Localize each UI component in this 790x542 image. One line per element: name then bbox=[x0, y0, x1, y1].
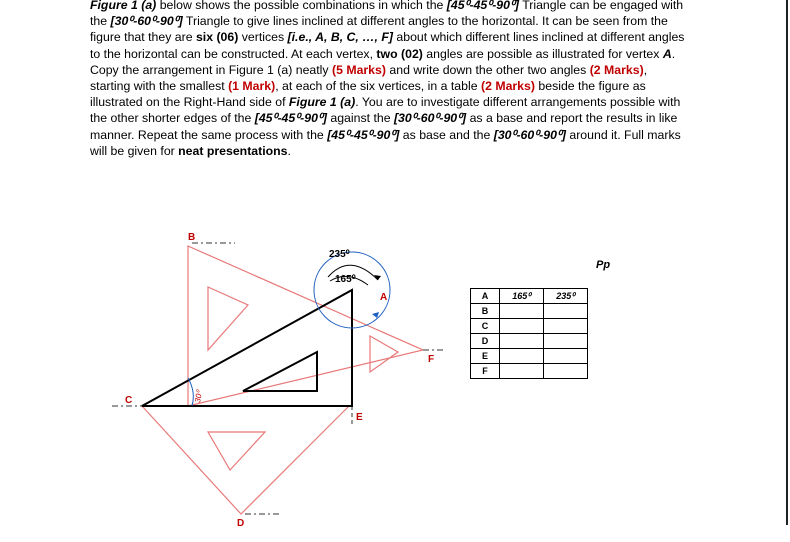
table-row bbox=[471, 319, 588, 334]
angle-label-165: 165⁰ bbox=[335, 274, 356, 285]
table-title: Pp bbox=[596, 259, 611, 271]
angle-label-30: 30⁰ bbox=[193, 389, 205, 404]
triangle-ref: [45⁰-45⁰-90⁰] bbox=[254, 111, 327, 126]
angles-table bbox=[470, 288, 588, 379]
pink-inner-triangle-left bbox=[208, 287, 248, 350]
emphasis: two (02) bbox=[376, 46, 423, 61]
angle-cell bbox=[544, 349, 588, 364]
emphasis: six (06) bbox=[195, 30, 239, 45]
angle-cell bbox=[500, 364, 544, 379]
emphasis: neat presentations bbox=[178, 143, 288, 158]
text-run: vertices bbox=[238, 30, 288, 45]
text-run: . You are to investigate different arrangements possible with the other shorter edges of the bbox=[90, 95, 681, 126]
vertex-label-c: C bbox=[125, 395, 133, 406]
text-run: , starting with the smallest bbox=[90, 62, 648, 94]
table-row bbox=[471, 289, 588, 304]
vertex-label-a: A bbox=[380, 292, 388, 303]
pink-inner-triangle-right bbox=[370, 336, 398, 372]
vertex-cell: B bbox=[471, 304, 500, 319]
angle-cell bbox=[544, 364, 588, 379]
angle-cell: 235⁰ bbox=[544, 289, 588, 304]
text-run: as a base and report the results in like manner. Repeat the same process with the bbox=[90, 111, 678, 142]
vertex-label-e: E bbox=[356, 412, 363, 423]
text-run: below shows the possible combinations in which the bbox=[156, 0, 447, 12]
triangle-ref: [30⁰-60⁰-90⁰] bbox=[110, 14, 183, 29]
vertex-label-d: D bbox=[237, 518, 245, 529]
text-run: Triangle can be engaged with the bbox=[90, 0, 684, 29]
text-run: against the bbox=[326, 111, 394, 126]
triangle-ref: [45⁰-45⁰-90⁰] bbox=[327, 127, 400, 142]
triangle-ref: [45⁰-45⁰-90⁰] bbox=[446, 0, 519, 12]
text-run: about which different lines inclined at different angles to the horizontal can be constructed. At each vertex, bbox=[90, 30, 685, 61]
angle-cell bbox=[544, 334, 588, 349]
text-run: around it. Full marks will be given for bbox=[90, 127, 681, 158]
emphasis: [i.e., A, B, C, …, F] bbox=[287, 30, 393, 45]
table-row bbox=[471, 364, 588, 379]
text-run: , at each of the six vertices, in a table bbox=[275, 79, 481, 94]
marks-note: (5 Marks) bbox=[331, 62, 386, 77]
pink-inner-triangle-bottom bbox=[208, 432, 265, 470]
marks-note: (2 Marks) bbox=[589, 62, 644, 77]
vertex-label-f: F bbox=[428, 354, 435, 365]
pink-triangle-bottom bbox=[142, 406, 349, 514]
angle-cell: 165⁰ bbox=[500, 289, 544, 304]
angle-label-235: 235⁰ bbox=[329, 249, 350, 260]
vertex-cell: D bbox=[471, 334, 500, 349]
text-run: Triangle to give lines inclined at different angles to the horizontal. It can be seen from the figure that they are bbox=[90, 14, 668, 45]
angle-cell bbox=[500, 319, 544, 334]
vertex-cell: E bbox=[471, 349, 500, 364]
text-run: as base and the bbox=[399, 127, 494, 142]
figure-ref: Figure 1 (a) bbox=[288, 95, 356, 110]
vertex-cell: F bbox=[471, 364, 500, 379]
angle-cell bbox=[500, 304, 544, 319]
table-row bbox=[471, 304, 588, 319]
angle-cell bbox=[500, 349, 544, 364]
marks-note: (2 Marks) bbox=[480, 79, 535, 94]
triangle-ref: [30⁰-60⁰-90⁰] bbox=[493, 127, 566, 142]
pink-triangle-top bbox=[188, 246, 423, 406]
text-run: angles are possible as illustrated for vertex bbox=[422, 46, 663, 61]
vertex-label-b: B bbox=[188, 232, 196, 243]
vertex-cell: A bbox=[471, 289, 500, 304]
text-run: beside the figure as illustrated on the Right-Hand side of bbox=[90, 79, 646, 110]
angle-cell bbox=[500, 334, 544, 349]
angle-cell bbox=[544, 319, 588, 334]
angle-cell bbox=[544, 304, 588, 319]
vertex-cell: C bbox=[471, 319, 500, 334]
text-run: . bbox=[287, 143, 291, 158]
table-row bbox=[471, 349, 588, 364]
emphasis: A bbox=[662, 46, 672, 61]
triangle-ref: [30⁰-60⁰-90⁰] bbox=[393, 111, 467, 126]
text-run: . Copy the arrangement in Figure 1 (a) neatly bbox=[90, 46, 676, 77]
table-row bbox=[471, 334, 588, 349]
text-run: and write down the other two angles bbox=[385, 62, 590, 77]
marks-note: (1 Mark) bbox=[228, 79, 276, 94]
page-edge-line bbox=[786, 0, 788, 525]
black-inner-triangle bbox=[243, 352, 317, 391]
figure-ref: Figure 1 (a) bbox=[90, 0, 157, 12]
